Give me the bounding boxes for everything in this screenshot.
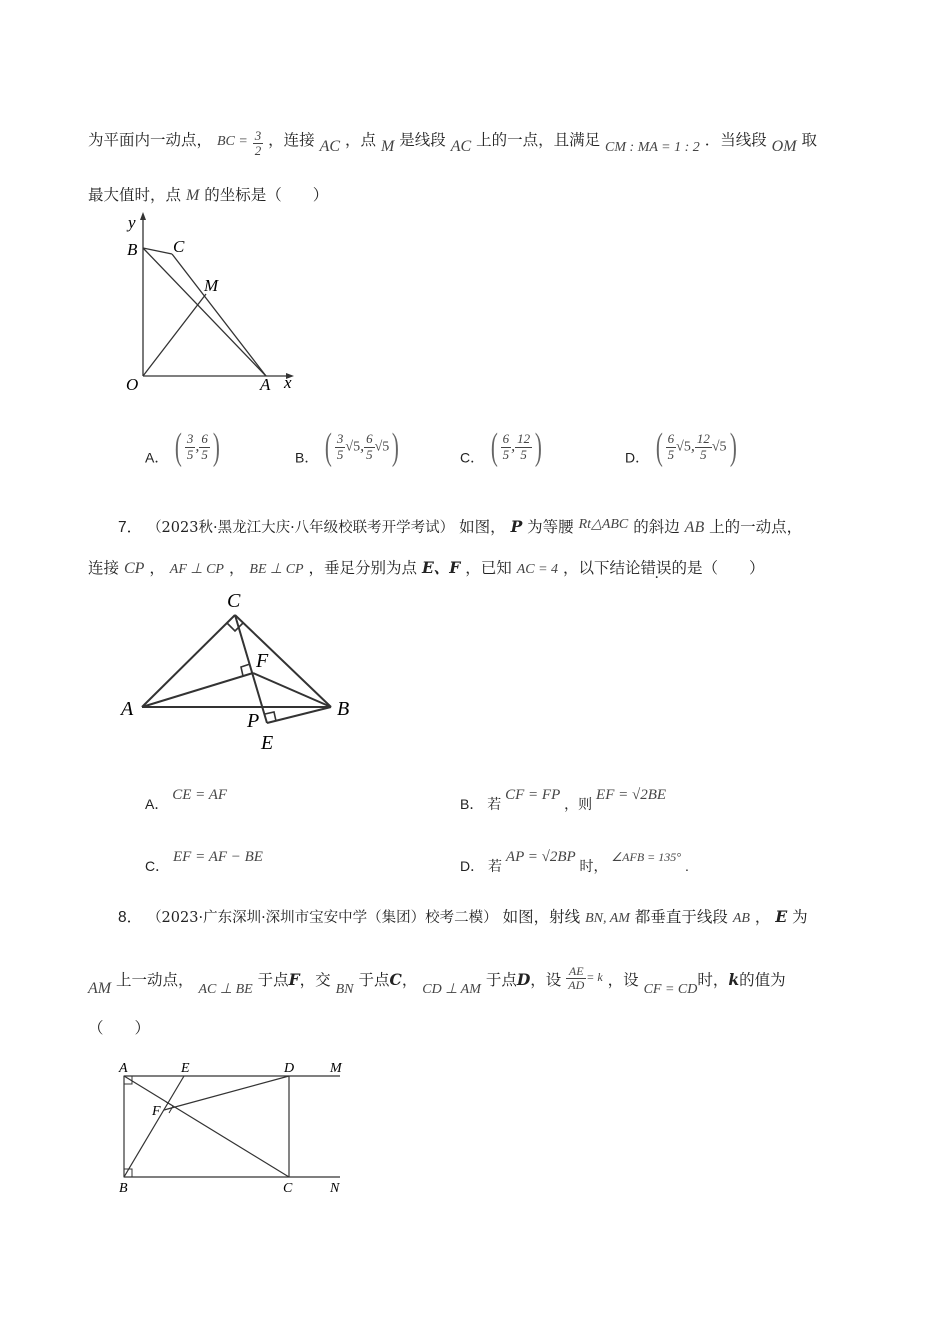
frac-denominator: 5 [201,446,208,462]
q8-text: ，设 [530,971,562,990]
q8-text: 上一动点， [116,971,194,990]
q6-text: ．当线段 [704,131,767,149]
frac-denominator: 5 [502,446,510,462]
q8-condition: CF = CD [643,982,698,998]
label-e: E [261,732,274,754]
coord-frac-2 [199,432,210,462]
q6-math: AC [319,138,341,155]
label-n: N [330,1181,340,1196]
q6-line2 [88,183,328,205]
segment-ba [143,248,266,376]
q8-point: C [389,970,402,990]
option-label: D． [625,449,650,466]
label-a: A [260,375,271,394]
q7-perp-be: BE ⊥ CP [249,562,304,577]
q6-math: AC [450,138,472,155]
q6-ratio: CM : MA = 1 : 2 [605,140,700,155]
q7-text: ，垂足分别为点 [308,559,418,577]
paren-close: ) [392,426,400,468]
label-o: O [126,375,139,394]
q6-math: M [380,138,395,155]
q8-frac-ae-ad [566,965,586,992]
q8-math: BN [335,982,354,998]
q7-option-d[interactable] [460,848,689,876]
q7-option-a[interactable] [145,786,227,814]
option-label: A． [145,796,169,812]
q8-point-e: E [775,907,788,926]
option-expr: EF = √2BE [596,787,667,803]
q8-text: ， [401,971,418,990]
q6-option-a[interactable] [145,428,223,468]
label-f: F [256,650,269,672]
q6-text: 是线段 [399,131,446,149]
q6-option-b[interactable] [295,428,402,468]
q6-math: OM [771,138,797,155]
q8-point: D [516,970,531,990]
paren-close: ) [212,426,220,468]
option-text: 时， [579,859,608,875]
comma: , [511,437,516,455]
q8-point: F [288,970,300,990]
frac-denominator: 5 [667,446,675,462]
q6-text: ，连接 [268,131,315,149]
coord-frac-1 [501,432,512,462]
q8-math: AB [732,911,750,926]
coord-frac-1 [185,432,196,462]
q8-perp-acbe: AC ⊥ BE [198,982,253,998]
q7-option-c[interactable] [145,848,263,876]
q7-text: 连接 [88,559,120,577]
q7-line2 [88,556,765,578]
option-expr: EF = AF − BE [173,849,263,865]
q8-perp-cdam: CD ⊥ AM [422,982,481,998]
frac-numerator: 6 [502,431,510,447]
q8-text: ， [754,908,771,926]
paren-open: ( [655,426,663,468]
q8-text: 为 [792,908,808,926]
q7-text: 为等腰 [527,518,574,536]
sqrt-5: √5 [676,439,691,455]
q8-text: 于点 [358,971,390,990]
option-label: C． [460,449,485,466]
label-m: M [204,276,219,295]
y-axis-arrow [140,212,146,220]
q6-text: 取 [801,131,817,149]
option-text: 若 [488,859,503,875]
paren-close: ) [729,426,737,468]
label-e: E [181,1061,190,1076]
q8-text: 于点 [485,971,517,990]
q7-given: AC = 4 [516,562,559,577]
label-c: C [227,590,241,612]
q7-perp-af: AF ⊥ CP [169,562,224,577]
q8-line3 [88,1016,150,1038]
q6-text: 的坐标是（ ） [204,186,329,204]
q7-text: 的是（ ） [671,559,765,577]
question-number: 7． [118,519,143,536]
q7-text: ，已知 [465,559,512,577]
frac-denominator: 5 [700,446,707,462]
q7-option-b[interactable] [460,786,666,814]
q6-text: ，点 [345,131,377,149]
label-p: P [247,710,260,732]
option-text: . [684,858,689,874]
label-b: B [337,698,350,720]
paren-close: ) [535,426,542,468]
q8-text: 如图，射线 [502,908,581,926]
q6-math: M [185,187,200,204]
q8-text: ，设 [607,971,639,990]
paren-open: ( [175,426,183,468]
label-c: C [173,237,185,256]
option-label: A． [145,449,169,466]
sqrt-5: √5 [374,439,390,455]
label-m: M [330,1061,342,1076]
q7-math: AB [684,519,705,536]
q8-text: ，交 [299,971,331,990]
q6-figure [118,208,308,398]
q7-text: 的斜边 [633,518,680,536]
option-label: B． [460,796,484,812]
q7-triangle: Rt△ABC [578,517,629,532]
q6-text: 为平面内一动点， [88,131,213,149]
paren-open: ( [325,426,333,468]
q6-bc-frac [253,129,264,159]
q6-text: 上的一点，且满足 [476,131,601,149]
q6-text: 最大值时，点 [88,186,182,204]
option-text: 若 [487,797,502,813]
right-angle-c [227,623,243,631]
q8-math: = k [586,970,603,985]
option-label: D． [460,858,485,874]
frac-numerator: 6 [667,431,675,447]
label-c: C [283,1181,293,1196]
segment-ac [124,1076,289,1177]
frac-numerator: 3 [186,431,194,447]
option-expr: ∠AFB = 135° [611,850,682,864]
option-label: C． [145,858,170,874]
question-source: （2023秋·黑龙江大庆·八年级校联考开学考试） [147,520,455,536]
sqrt-5: √5 [345,439,361,455]
q7-points-ef: E、F [421,558,461,577]
frac-numerator: 6 [366,431,373,447]
q7-text: ， [228,559,245,577]
label-a: A [119,1061,128,1076]
segment-fd [164,1076,289,1110]
frac-numerator: 6 [201,431,208,447]
q8-text: 于点 [257,971,289,990]
q8-math: BN, AM [585,911,630,926]
coord-frac-1 [666,432,677,462]
q7-text: 上的一动点， [709,518,803,536]
q7-line1 [118,515,802,537]
q8-math: AM [88,980,112,998]
frac-numerator: 3 [254,127,262,143]
option-expr: CE = AF [172,787,228,803]
label-d: D [284,1061,295,1076]
frac-numerator: 12 [696,431,710,447]
coord-frac-1 [335,432,346,462]
frac-numerator: 12 [517,431,531,447]
frac-denominator: 5 [366,446,373,462]
q8-line2 [88,965,786,998]
label-x: x [284,373,292,392]
q8-answer-paren: （ ） [88,1019,151,1037]
option-expr: CF = FP [505,787,561,803]
frac-numerator: AE [566,965,586,979]
q7-figure [115,585,365,760]
question-source: （2023·广东深圳·深圳市宝安中学（集团）校考二模） [147,910,498,926]
q7-text: ，以下结论 [562,559,641,577]
q8-text: 的值为 [739,971,786,990]
frac-denominator: 5 [336,446,344,462]
q8-k: k [728,970,740,990]
comma: , [195,437,200,455]
frac-denominator: 5 [520,446,527,462]
comma: , [690,437,695,455]
coord-frac-2 [364,432,375,462]
frac-numerator: 3 [336,431,344,447]
q8-text: 都垂直于线段 [634,908,728,926]
sqrt-5: √5 [711,439,727,455]
q7-math: CP [123,560,145,577]
frac-denominator: 5 [186,446,194,462]
q8-line1 [118,905,808,927]
q6-line1 [88,128,817,158]
comma: , [360,437,365,455]
frac-denominator: 2 [254,143,262,158]
coord-frac-2 [515,432,532,462]
segment-bf [253,673,331,707]
label-y: y [128,213,136,232]
q8-text: 时， [697,971,729,990]
q6-option-c[interactable] [460,428,545,468]
q6-bc-expr: BC = [216,134,248,149]
frac-denominator: AD [568,978,585,993]
option-text: ，则 [564,797,593,813]
q6-option-d[interactable] [625,428,739,468]
q7-emphasis-wrong: 错误 [640,559,672,577]
segment-be [124,1076,184,1177]
label-f: F [152,1104,161,1119]
label-b: B [127,240,138,259]
q7-text: 如图， [459,518,506,536]
label-a: A [121,698,134,720]
option-label: B． [295,449,319,466]
q8-figure [112,1055,362,1200]
paren-open: ( [490,426,498,468]
option-expr: AP = √2BP [505,849,576,865]
segment-ca [172,254,266,376]
label-b: B [119,1181,128,1196]
segment-om [143,294,206,376]
q7-text: ， [149,559,165,577]
q7-point-p: P [510,517,523,536]
coord-frac-2 [695,432,712,462]
question-number: 8． [118,909,143,926]
